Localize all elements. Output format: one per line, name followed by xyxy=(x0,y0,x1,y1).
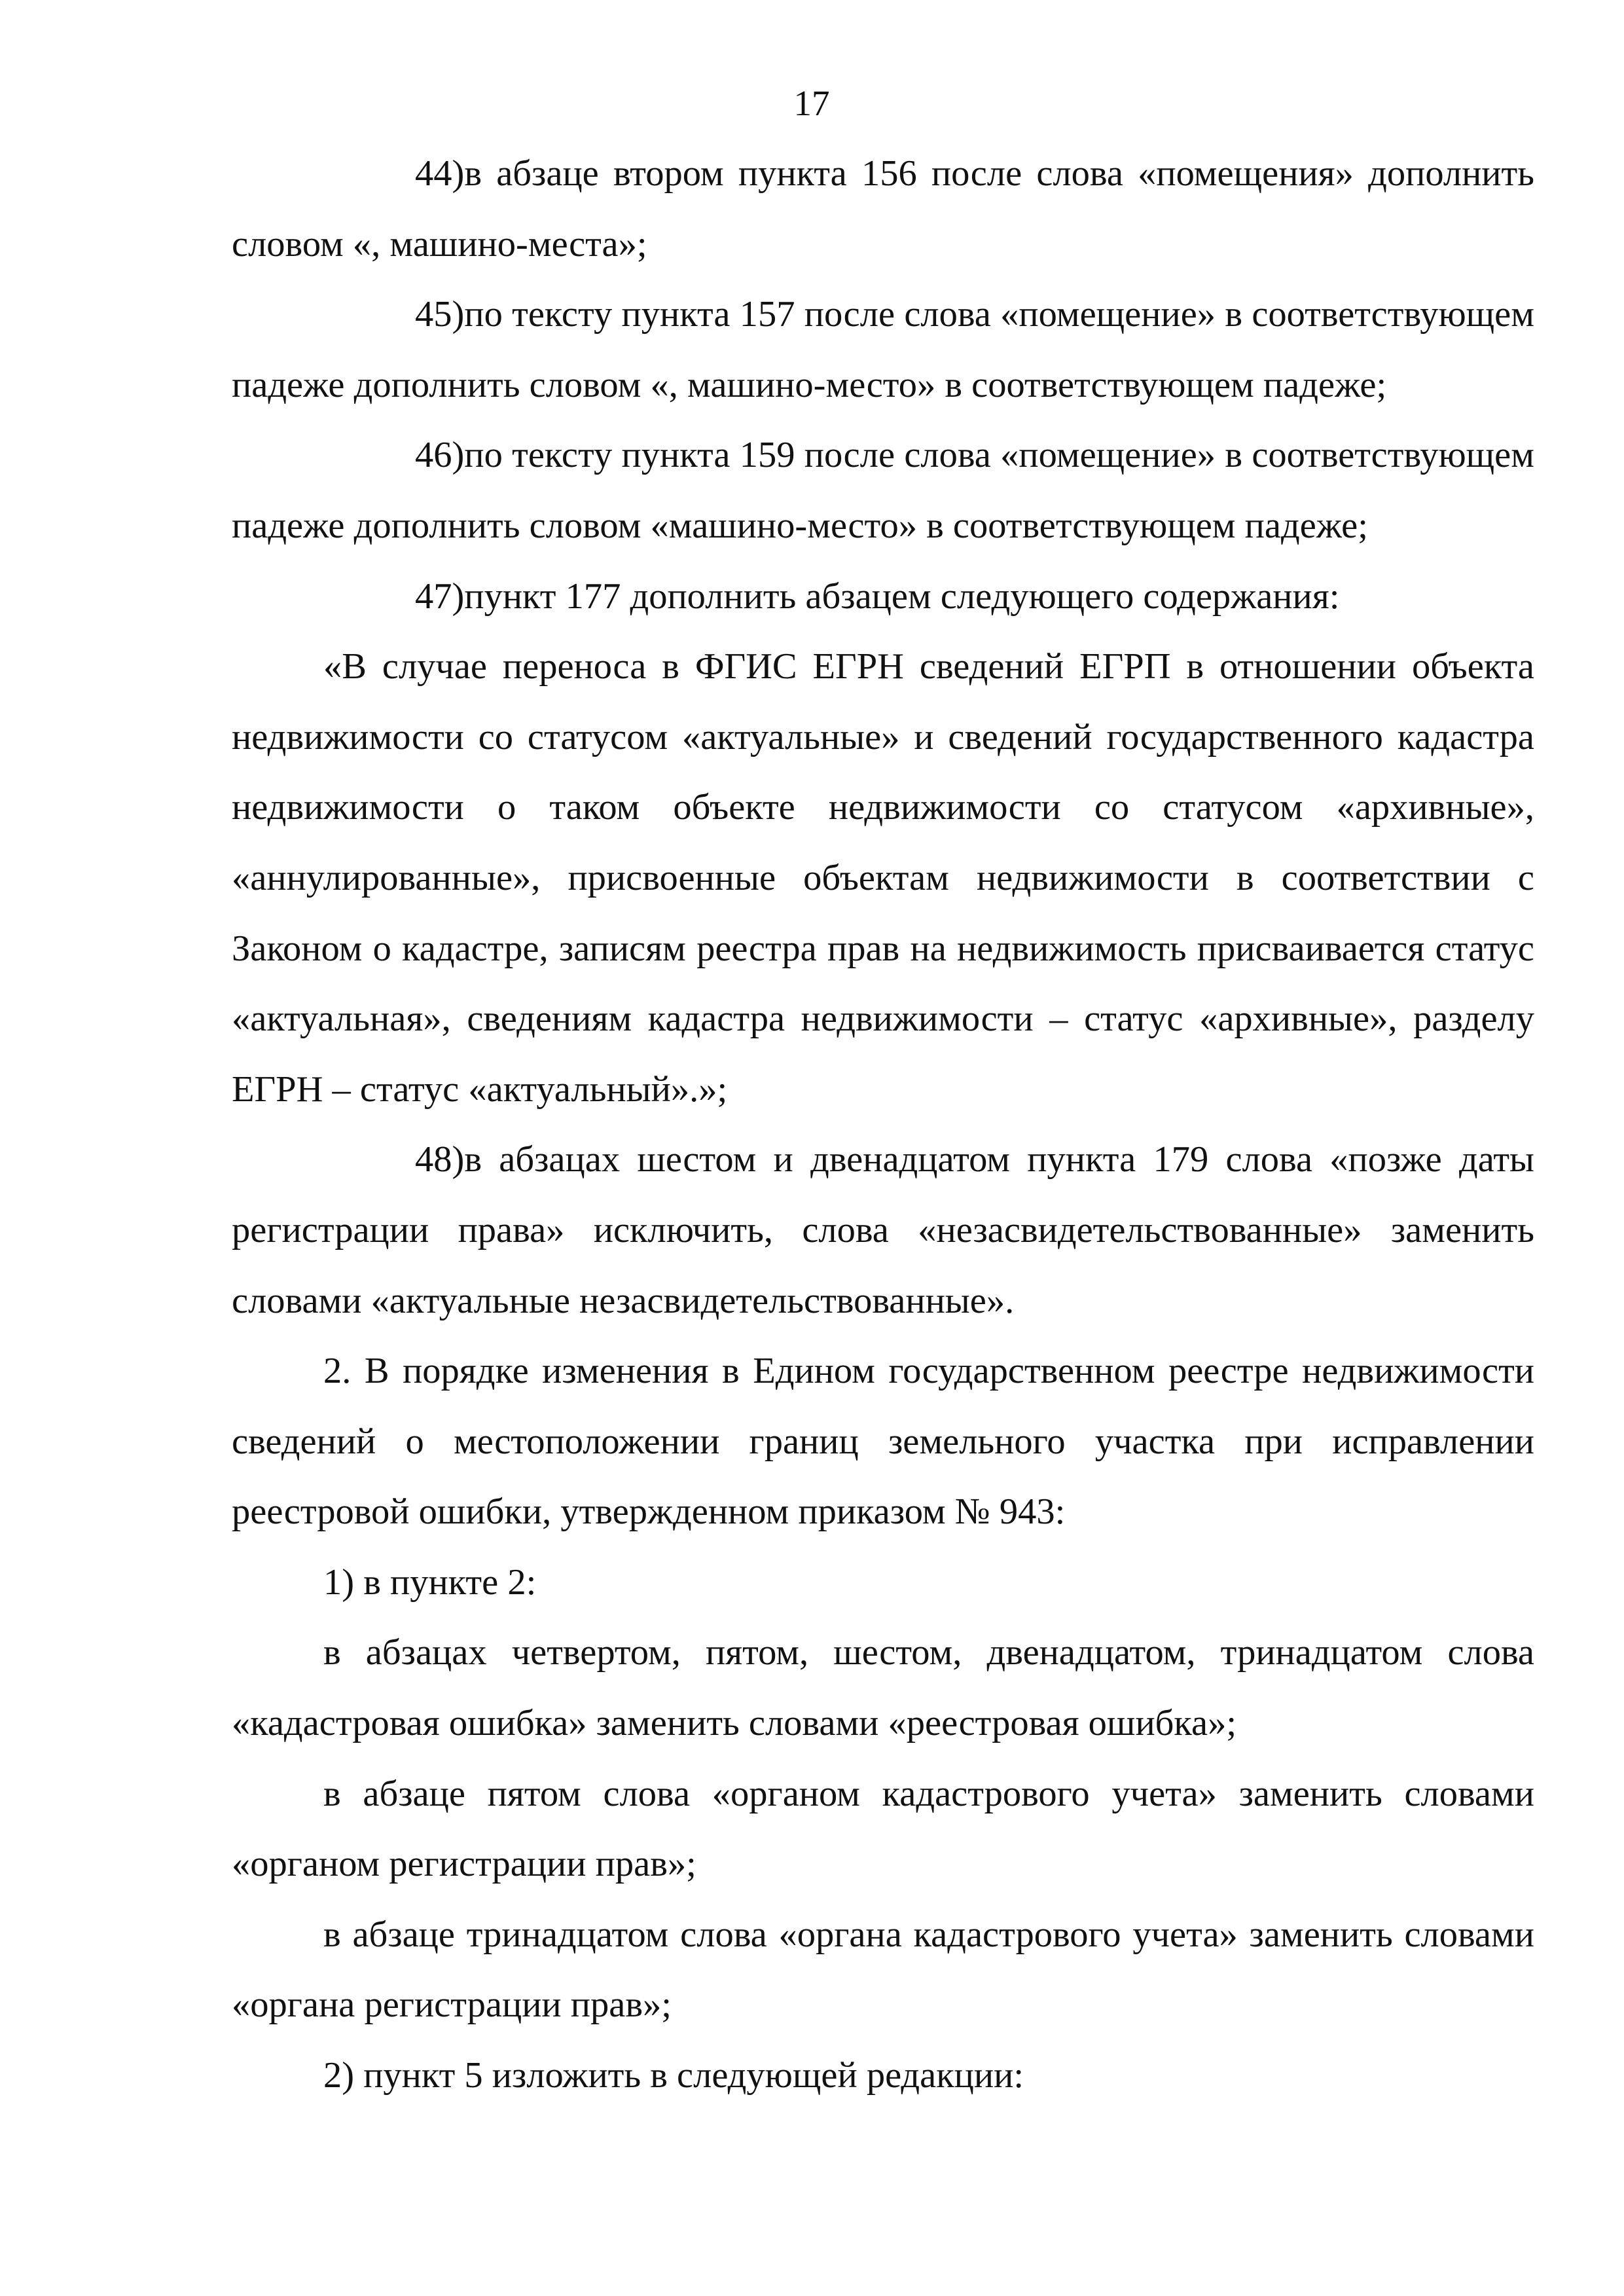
item-number: 44) xyxy=(415,153,465,194)
paragraph-text: по тексту пункта 157 после слова «помещение» в соответствующем падеже дополнить словом «, машино-место» в соответствующем падеже; xyxy=(232,294,1534,405)
paragraph-text: 2) пункт 5 изложить в следующей редакции: xyxy=(323,2055,1024,2096)
paragraph-46 xyxy=(232,420,1534,561)
paragraph-45 xyxy=(232,280,1534,420)
item-number: 47) xyxy=(415,575,465,617)
paragraph-48 xyxy=(232,1125,1534,1336)
paragraph-subitem-1 xyxy=(232,1548,1534,1618)
paragraph-abzac-13 xyxy=(232,1900,1534,2041)
paragraph-subitem-2 xyxy=(232,2041,1534,2111)
paragraph-abzac-5 xyxy=(232,1759,1534,1900)
paragraph-text: пункт 177 дополнить абзацем следующего содержания: xyxy=(464,575,1340,617)
paragraph-text: в абзаце втором пункта 156 после слова «помещения» дополнить словом «, машино-места»; xyxy=(232,153,1534,264)
paragraph-47 xyxy=(232,562,1534,632)
paragraph-text: в абзаце пятом слова «органом кадастрового учета» заменить словами «органом регистрации прав»; xyxy=(232,1773,1534,1885)
paragraph-44 xyxy=(232,139,1534,280)
item-number: 48) xyxy=(415,1139,465,1180)
paragraph-text: «В случае переноса в ФГИС ЕГРН сведений ЕГРП в отношении объекта недвижимости со статусом «актуальные» и сведений государственного кадастра недвижимости о таком объекте недвижимости со статусом «архивные», «аннулированные», присвоенные объектам недвижимости в соответствии с Законом о кадастре, записям реестра прав на недвижимость присваивается статус «актуальная», сведениям кадастра недвижимости – статус «архивные», разделу ЕГРН – статус «актуальный».»; xyxy=(232,646,1534,1110)
paragraph-text: по тексту пункта 159 после слова «помещение» в соответствующем падеже дополнить словом «машино-место» в соответствующем падеже; xyxy=(232,435,1534,546)
paragraph-text: 1) в пункте 2: xyxy=(323,1561,537,1603)
paragraph-text: в абзацах четвертом, пятом, шестом, двенадцатом, тринадцатом слова «кадастровая ошибка» заменить словами «реестровая ошибка»; xyxy=(232,1632,1534,1744)
paragraph-section-2 xyxy=(232,1336,1534,1548)
document-body xyxy=(232,139,1534,2111)
paragraph-quote xyxy=(232,632,1534,1125)
paragraph-text: 2. В порядке изменения в Едином государственном реестре недвижимости сведений о местоположении границ земельного участка при исправлении реестровой ошибки, утвержденном приказом № 943: xyxy=(232,1351,1534,1533)
page-number: 17 xyxy=(793,83,830,123)
item-number: 45) xyxy=(415,294,465,335)
paragraph-text: в абзацах шестом и двенадцатом пункта 179 слова «позже даты регистрации права» исключить, слова «незасвидетельствованные» заменить словами «актуальные незасвидетельствованные». xyxy=(232,1139,1534,1321)
paragraph-text: в абзаце тринадцатом слова «органа кадастрового учета» заменить словами «органа регистрации прав»; xyxy=(232,1914,1534,2026)
paragraph-abzacy xyxy=(232,1618,1534,1758)
item-number: 46) xyxy=(415,435,465,476)
